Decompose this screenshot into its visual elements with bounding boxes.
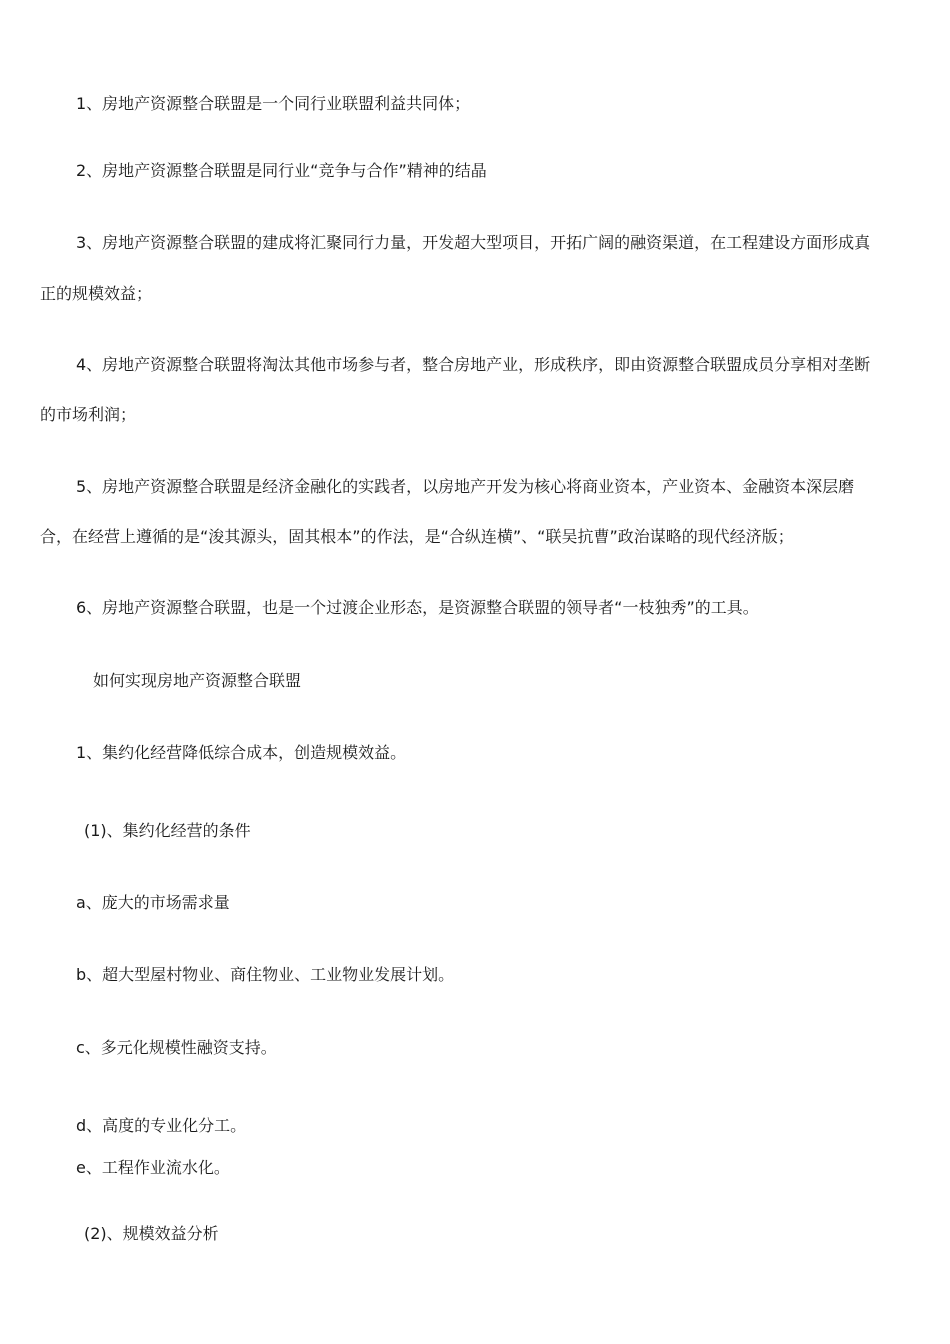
subheading-2: (2)、规模效益分析 xyxy=(84,1224,219,1243)
condition-b: b、超大型屋村物业、商住物业、工业物业发展计划。 xyxy=(76,965,455,984)
paragraph-2: 2、房地产资源整合联盟是同行业“竞争与合作”精神的结晶 xyxy=(76,161,487,180)
paragraph-1: 1、房地产资源整合联盟是一个同行业联盟利益共同体； xyxy=(76,94,471,113)
condition-d: d、高度的专业化分工。 xyxy=(76,1116,247,1135)
subheading-1: (1)、集约化经营的条件 xyxy=(84,821,251,840)
paragraph-4: 4、房地产资源整合联盟将淘汰其他市场参与者，整合房地产业，形成秩序，即由资源整合联盟成员分享相对垄断 xyxy=(76,355,871,374)
condition-a: a、庞大的市场需求量 xyxy=(76,893,230,912)
condition-c: c、多元化规模性融资支持。 xyxy=(76,1038,277,1057)
section-heading: 如何实现房地产资源整合联盟 xyxy=(93,671,302,690)
condition-e: e、工程作业流水化。 xyxy=(76,1158,230,1177)
paragraph-3-continuation: 正的规模效益； xyxy=(40,284,153,303)
point-1: 1、集约化经营降低综合成本，创造规模效益。 xyxy=(76,743,407,762)
paragraph-6: 6、房地产资源整合联盟，也是一个过渡企业形态，是资源整合联盟的领导者“一枝独秀”的工具。 xyxy=(76,598,759,617)
paragraph-3: 3、房地产资源整合联盟的建成将汇聚同行力量，开发超大型项目，开拓广阔的融资渠道，在工程建设方面形成真 xyxy=(76,233,871,252)
paragraph-5: 5、房地产资源整合联盟是经济金融化的实践者，以房地产开发为核心将商业资本，产业资本、金融资本深层磨 xyxy=(76,477,855,496)
paragraph-5-continuation: 合，在经营上遵循的是“浚其源头，固其根本”的作法，是“合纵连横”、“联吴抗曹”政治谋略的现代经济版； xyxy=(40,527,794,546)
paragraph-4-continuation: 的市场利润； xyxy=(40,405,137,424)
